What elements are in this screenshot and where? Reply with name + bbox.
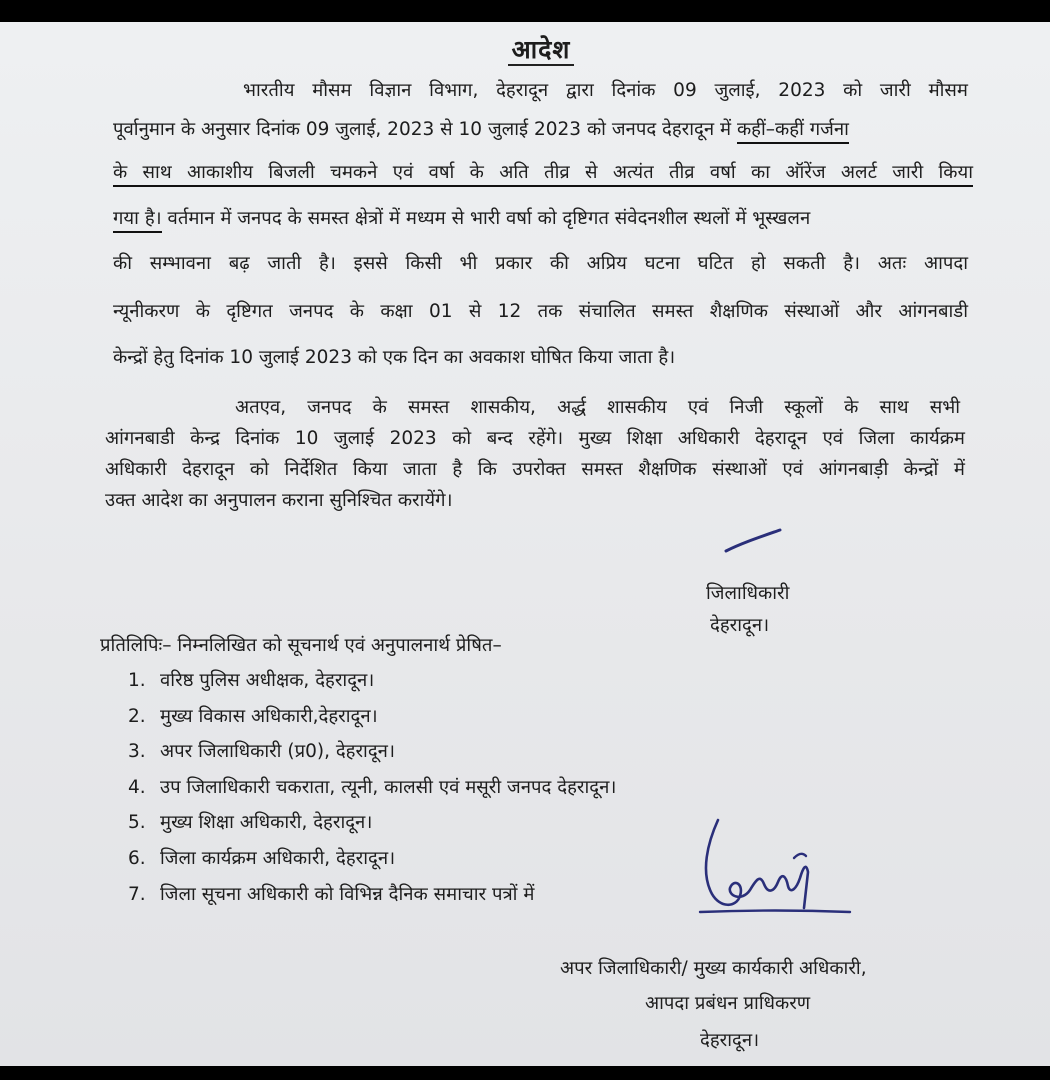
list-item: 4. उप जिलाधिकारी चकराता, त्यूनी, कालसी एवं मसूरी जनपद देहरादून। — [128, 776, 617, 798]
paragraph-1-line-7: केन्द्रों हेतु दिनांक 10 जुलाई 2023 को एक दिन का अवकाश घोषित किया जाता है। — [113, 347, 676, 368]
paragraph-2-line-3: अधिकारी देहरादून को निर्देशित किया जाता है कि उपरोक्त समस्त शैक्षणिक संस्थाओं एवं आंगनबाड़ी केन्द्रों में — [105, 459, 965, 480]
list-item: 1. वरिष्ठ पुलिस अधीक्षक, देहरादून। — [128, 670, 375, 691]
copy-recipient-list — [128, 667, 616, 916]
signature-mark-2 — [690, 812, 860, 932]
highlighted-alert-text: कहीं–कहीं गर्जना — [737, 119, 849, 144]
paragraph-2-line-4: उक्त आदेश का अनुपालन कराना सुनिश्चित करायेंगे। — [105, 490, 453, 511]
signatory-2-place: देहरादून। — [700, 1030, 760, 1051]
list-item: 2. मुख्य विकास अधिकारी,देहरादून। — [128, 705, 378, 727]
paragraph-2-line-1: अतएव, जनपद के समस्त शासकीय, अर्द्ध शासकीय एवं निजी स्कूलों के साथ सभी — [235, 397, 960, 418]
list-item: 7. जिला सूचना अधिकारी को विभिन्न दैनिक समाचार पत्रों में — [128, 883, 535, 905]
list-item: 3. अपर जिलाधिकारी (प्र0), देहरादून। — [128, 741, 395, 763]
signatory-1-title: जिलाधिकारी — [706, 583, 790, 604]
list-item: 6. जिला कार्यक्रम अधिकारी, देहरादून। — [128, 847, 396, 869]
paragraph-1-line-5: की सम्भावना बढ़ जाती है। इससे किसी भी प्रकार की अप्रिय घटना घटित हो सकती है। अतः आपदा — [113, 253, 968, 274]
paragraph-1-line-2: पूर्वानुमान के अनुसार दिनांक 09 जुलाई, 2023 से 10 जुलाई 2023 को जनपद देहरादून में कहीं–कहीं गर्जना — [113, 116, 973, 141]
signatory-1-place: देहरादून। — [710, 615, 770, 636]
paragraph-1-line-3: के साथ आकाशीय बिजली चमकने एवं वर्षा के अति तीव्र से अत्यंत तीव्र वर्षा का ऑरेंज अलर्ट जारी किया — [113, 162, 973, 187]
order-document — [0, 22, 1050, 1066]
paragraph-1-line-6: न्यूनीकरण के दृष्टिगत जनपद के कक्षा 01 से 12 तक संचालित समस्त शैक्षणिक संस्थाओं और आंगनबाडी — [113, 301, 968, 322]
copy-heading: प्रतिलिपिः– निम्नलिखित को सूचनार्थ एवं अनुपालनार्थ प्रेषित– — [100, 635, 502, 656]
signatory-2-authority: आपदा प्रबंधन प्राधिकरण — [645, 993, 811, 1014]
photo-border-top — [0, 0, 1050, 22]
list-item: 5. मुख्य शिक्षा अधिकारी, देहरादून। — [128, 812, 373, 834]
signatory-2-title: अपर जिलाधिकारी/ मुख्य कार्यकारी अधिकारी, — [560, 958, 867, 979]
paragraph-1-line-1: भारतीय मौसम विज्ञान विभाग, देहरादून द्वारा दिनांक 09 जुलाई, 2023 को जारी मौसम — [243, 80, 968, 101]
photo-border-bottom — [0, 1066, 1050, 1080]
signature-mark-1 — [720, 527, 790, 567]
paragraph-1-line-4: गया है। वर्तमान में जनपद के समस्त क्षेत्रों में मध्यम से भारी वर्षा को दृष्टिगत संवेदनशील स्थलों में भूस्खलन — [113, 205, 973, 230]
document-title: आदेश — [0, 32, 1050, 66]
paragraph-2-line-2: आंगनबाडी केन्द्र दिनांक 10 जुलाई 2023 को बन्द रहेंगे। मुख्य शिक्षा अधिकारी देहरादून एवं जिला कार्यक्रम — [105, 428, 965, 449]
